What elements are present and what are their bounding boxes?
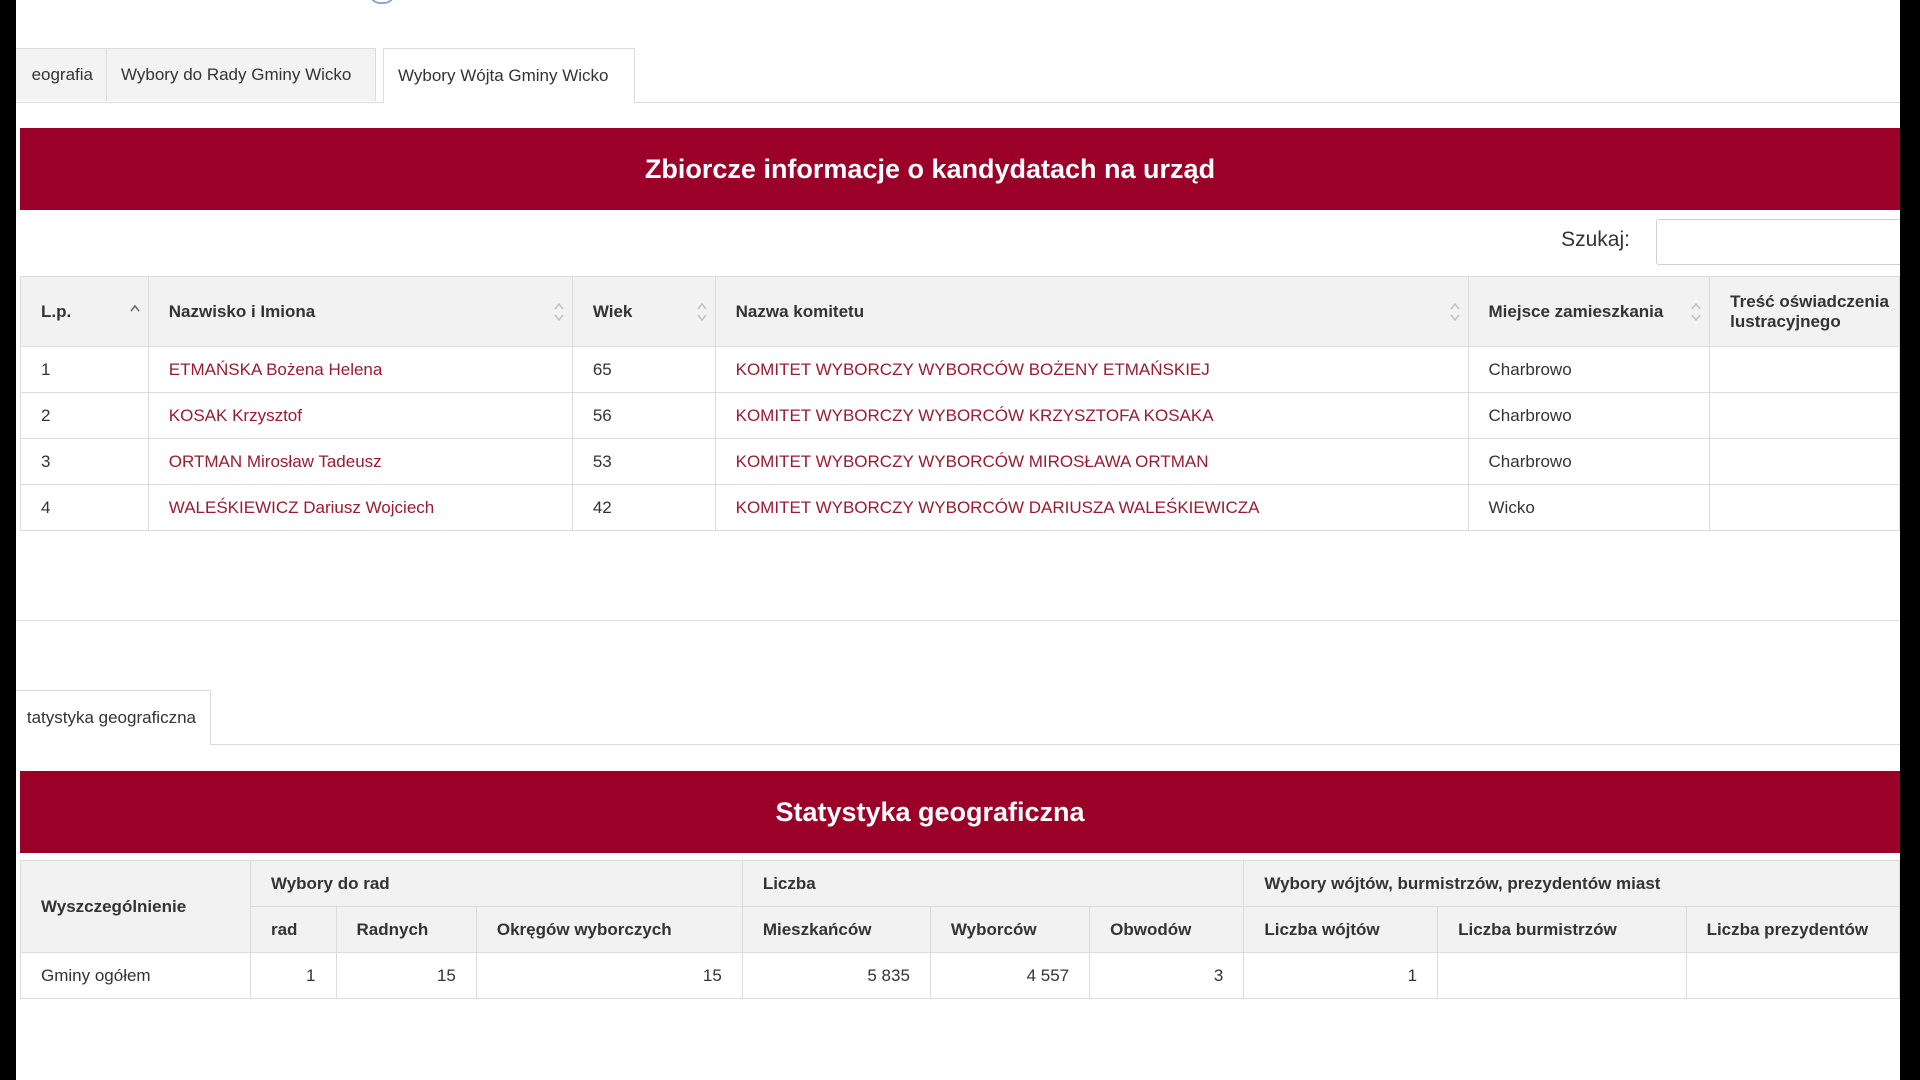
header-mieszkancow: Mieszkańców — [742, 907, 930, 953]
candidates-section-title: Zbiorcze informacje o kandydatach na urząd — [20, 128, 1900, 210]
cell-lp: 2 — [21, 393, 149, 439]
election-tabs — [16, 48, 1900, 103]
sort-icon — [1450, 301, 1460, 323]
sort-icon — [1691, 301, 1701, 323]
column-header-age[interactable] — [572, 277, 715, 347]
tab-label: Wybory do Rady Gminy Wicko — [121, 65, 352, 84]
header-wyszczegolnienie: Wyszczególnienie — [21, 861, 251, 953]
column-label: Miejsce zamieszkania — [1488, 301, 1664, 321]
cell-residence: Charbrowo — [1468, 347, 1710, 393]
header-okregow: Okręgów wyborczych — [476, 907, 742, 953]
table-row — [21, 485, 1900, 531]
sort-icon — [697, 301, 707, 323]
cell-age: 65 — [572, 347, 715, 393]
header-wyborcow: Wyborców — [930, 907, 1089, 953]
row-label: Gminy ogółem — [21, 953, 251, 999]
sort-ascending-icon — [130, 301, 140, 323]
table-row — [21, 347, 1900, 393]
committee-link[interactable]: KOMITET WYBORCZY WYBORCÓW DARIUSZA WALEŚKIEWICZA — [715, 485, 1468, 531]
cell-radnych: 15 — [336, 953, 476, 999]
cell-lp: 1 — [21, 347, 149, 393]
table-row — [21, 953, 1900, 999]
cell-obwodow: 3 — [1090, 953, 1244, 999]
table-row — [21, 393, 1900, 439]
committee-link[interactable]: KOMITET WYBORCZY WYBORCÓW KRZYSZTOFA KOSAKA — [715, 393, 1468, 439]
table-header-row — [21, 907, 1900, 953]
cell-liczba-prezydentow — [1686, 953, 1899, 999]
committee-link[interactable]: KOMITET WYBORCZY WYBORCÓW BOŻENY ETMAŃSKIEJ — [715, 347, 1468, 393]
cell-wyborcow: 4 557 — [930, 953, 1089, 999]
cell-residence: Charbrowo — [1468, 393, 1710, 439]
candidate-name-link[interactable]: KOSAK Krzysztof — [148, 393, 572, 439]
candidates-table — [20, 276, 1900, 531]
cell-lp: 3 — [21, 439, 149, 485]
header-group-wybory-do-rad: Wybory do rad — [250, 861, 742, 907]
cell-statement — [1710, 393, 1900, 439]
search-input[interactable] — [1656, 219, 1900, 265]
logo-fragment — [369, 0, 395, 4]
column-label: L.p. — [41, 301, 72, 321]
table-header-row — [21, 861, 1900, 907]
geo-section-title: Statystyka geograficzna — [20, 771, 1900, 853]
section-divider — [16, 620, 1900, 621]
header-liczba-prezydentow: Liczba prezydentów — [1686, 907, 1899, 953]
column-label: Treść oświadczenia lustracyjnego — [1730, 291, 1889, 331]
tab-label: Wybory Wójta Gminy Wicko — [398, 66, 609, 85]
sort-icon — [554, 301, 564, 323]
cell-lp: 4 — [21, 485, 149, 531]
cell-statement — [1710, 347, 1900, 393]
tab-label: eografia — [31, 65, 93, 84]
cell-age: 56 — [572, 393, 715, 439]
cell-statement — [1710, 439, 1900, 485]
candidate-name-link[interactable]: WALEŚKIEWICZ Dariusz Wojciech — [148, 485, 572, 531]
search-label: Szukaj: — [1561, 228, 1630, 251]
header-rad: rad — [250, 907, 336, 953]
page-viewport — [16, 0, 1900, 1080]
statistics-tabs — [16, 690, 1900, 745]
column-header-residence[interactable] — [1468, 277, 1710, 347]
candidate-name-link[interactable]: ORTMAN Mirosław Tadeusz — [148, 439, 572, 485]
table-header-row — [21, 277, 1900, 347]
cell-okregow: 15 — [476, 953, 742, 999]
column-label: Wiek — [592, 301, 633, 321]
geo-statistics-table — [20, 860, 1900, 999]
header-group-liczba: Liczba — [742, 861, 1244, 907]
candidate-name-link[interactable]: ETMAŃSKA Bożena Helena — [148, 347, 572, 393]
column-label: Nazwisko i Imiona — [168, 301, 316, 321]
cell-residence: Charbrowo — [1468, 439, 1710, 485]
header-group-wybory-wojtow: Wybory wójtów, burmistrzów, prezydentów miast — [1244, 861, 1900, 907]
column-header-name[interactable] — [148, 277, 572, 347]
cell-mieszkancow: 5 835 — [742, 953, 930, 999]
column-header-committee[interactable] — [715, 277, 1468, 347]
tab-geografia[interactable] — [16, 48, 108, 101]
tab-wojt-gminy[interactable] — [383, 48, 635, 103]
table-row — [21, 439, 1900, 485]
cell-rad: 1 — [250, 953, 336, 999]
cell-residence: Wicko — [1468, 485, 1710, 531]
header-radnych: Radnych — [336, 907, 476, 953]
header-liczba-burmistrzow: Liczba burmistrzów — [1438, 907, 1686, 953]
column-header-statement[interactable] — [1710, 277, 1900, 347]
cell-liczba-wojtow: 1 — [1244, 953, 1438, 999]
cell-statement — [1710, 485, 1900, 531]
cell-liczba-burmistrzow — [1438, 953, 1686, 999]
header-liczba-wojtow: Liczba wójtów — [1244, 907, 1438, 953]
column-label: Nazwa komitetu — [735, 301, 865, 321]
tab-statystyka-geograficzna[interactable] — [16, 690, 211, 745]
tab-rada-gminy[interactable] — [106, 48, 376, 101]
column-header-lp[interactable] — [21, 277, 149, 347]
cell-age: 53 — [572, 439, 715, 485]
committee-link[interactable]: KOMITET WYBORCZY WYBORCÓW MIROSŁAWA ORTMAN — [715, 439, 1468, 485]
tab-label: tatystyka geograficzna — [26, 708, 196, 727]
header-obwodow: Obwodów — [1090, 907, 1244, 953]
cell-age: 42 — [572, 485, 715, 531]
